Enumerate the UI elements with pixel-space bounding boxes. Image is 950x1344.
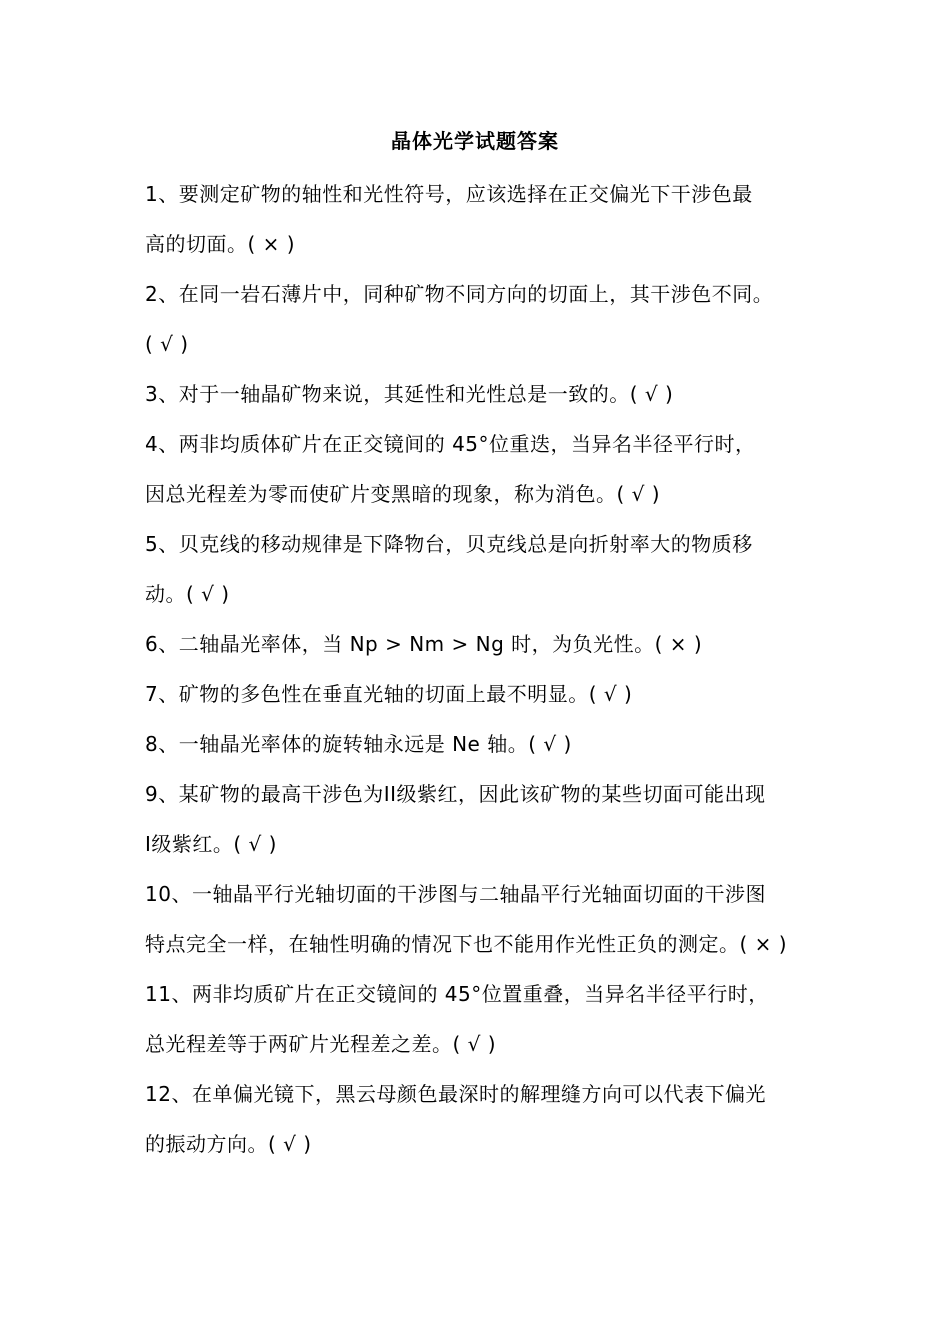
answer-line: 特点完全一样，在轴性明确的情况下也不能用作光性正负的测定。( × ) xyxy=(145,932,788,956)
answer-line: 2、在同一岩石薄片中，同种矿物不同方向的切面上，其干涉色不同。 xyxy=(145,282,774,306)
answer-line: 8、一轴晶光率体的旋转轴永远是 Ne 轴。( √ ) xyxy=(145,732,572,756)
answer-line: 动。( √ ) xyxy=(145,582,230,606)
answer-line: I级紫红。( √ ) xyxy=(145,832,277,856)
answer-line: 5、贝克线的移动规律是下降物台，贝克线总是向折射率大的物质移 xyxy=(145,532,753,556)
answer-line: 6、二轴晶光率体，当 Np > Nm > Ng 时，为负光性。( × ) xyxy=(145,632,703,656)
answer-line: 11、两非均质矿片在正交镜间的 45°位置重叠，当异名半径平行时， xyxy=(145,982,769,1006)
answer-line: 12、在单偏光镜下，黑云母颜色最深时的解理缝方向可以代表下偏光 xyxy=(145,1082,766,1106)
answer-line: ( √ ) xyxy=(145,332,189,356)
answer-line: 总光程差等于两矿片光程差之差。( √ ) xyxy=(145,1032,497,1056)
answer-line: 高的切面。( × ) xyxy=(145,232,296,256)
answer-line: 3、对于一轴晶矿物来说，其延性和光性总是一致的。( √ ) xyxy=(145,382,674,406)
answer-line: 4、两非均质体矿片在正交镜间的 45°位重迭，当异名半径平行时， xyxy=(145,432,756,456)
answer-list xyxy=(145,178,815,1178)
answer-line: 10、一轴晶平行光轴切面的干涉图与二轴晶平行光轴面切面的干涉图 xyxy=(145,882,766,906)
answer-line: 的振动方向。( √ ) xyxy=(145,1132,312,1156)
answer-line: 7、矿物的多色性在垂直光轴的切面上最不明显。( √ ) xyxy=(145,682,633,706)
answer-line: 因总光程差为零而使矿片变黑暗的现象，称为消色。( √ ) xyxy=(145,482,661,506)
answer-line: 1、要测定矿物的轴性和光性符号，应该选择在正交偏光下干涉色最 xyxy=(145,182,753,206)
document-title: 晶体光学试题答案 xyxy=(391,129,559,153)
answer-line: 9、某矿物的最高干涉色为II级紫红，因此该矿物的某些切面可能出现 xyxy=(145,782,766,806)
